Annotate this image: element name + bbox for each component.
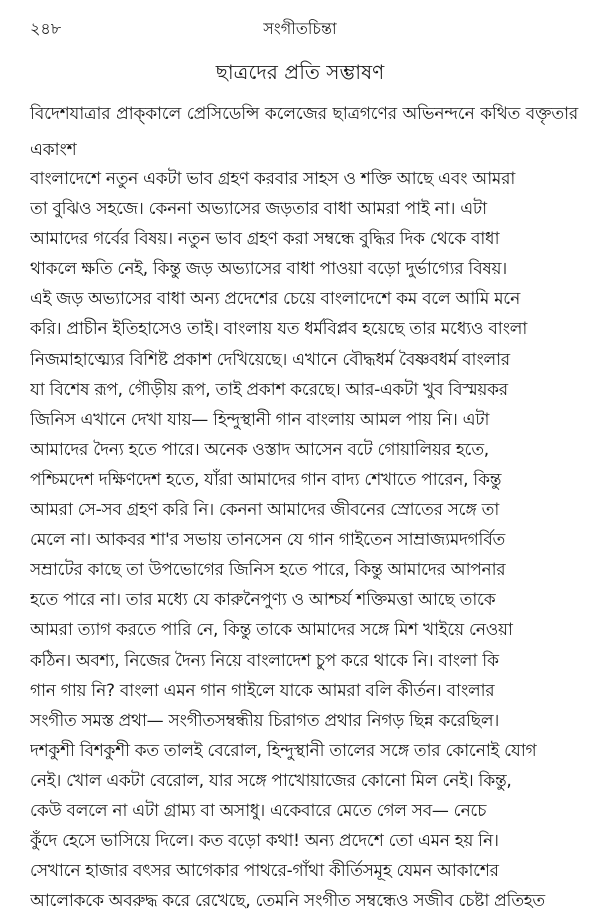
text-line: আমাদের গর্বের বিষয়। নতুন ভাব গ্রহণ করা সম্বন্ধে বুদ্ধির দিক থেকে বাধা bbox=[30, 229, 500, 250]
page-number: ২৪৮ bbox=[30, 19, 62, 38]
text-line: বাংলাদেশে নতুন একটা ভাব গ্রহণ করবার সাহস ও শক্তি আছে এবং আমরা bbox=[30, 169, 516, 189]
text-line: সংগীত সমস্ত প্রথা— সংগীতসম্বন্ধীয় চিরাগত প্রথার নিগড় ছিন্ন করেছিল। bbox=[30, 710, 499, 731]
text-line: যা বিশেষ রূপ, গৌড়ীয় রূপ, তাই প্রকাশ করেছে। আর-একটা খুব বিস্ময়কর bbox=[30, 379, 508, 400]
page-header bbox=[30, 6, 570, 46]
chapter-title: ছাত্রদের প্রতি সম্ভাষণ bbox=[215, 60, 385, 84]
text-line: গান গায় নি? বাংলা এমন গান গাইলে যাকে আমরা বলি কীর্তন। বাংলার bbox=[30, 680, 495, 701]
text-line: মেলে না। আকবর শা'র সভায় তানসেন যে গান গাইতেন সাম্রাজ্যমদগর্বিত bbox=[30, 530, 505, 551]
text-line: করি। প্রাচীন ইতিহাসেও তাই। বাংলায় যত ধর্মবিপ্লব হয়েছে তার মধ্যেও বাংলা bbox=[30, 319, 528, 340]
text-line: এই জড় অভ্যাসের বাধা অন্য প্রদেশের চেয়ে বাংলাদেশে কম বলে আমি মনে bbox=[30, 289, 520, 310]
text-line: নেই। খোল একটা বেরোল, যার সঙ্গে পাখোয়াজের কোনো মিল নেই। কিন্তু, bbox=[30, 770, 512, 791]
text-line: আমরা ত্যাগ করতে পারি নে, কিন্তু তাকে আমাদের সঙ্গে মিশ খাইয়ে নেওয়া bbox=[30, 620, 513, 641]
text-line: থাকলে ক্ষতি নেই, কিন্তু জড় অভ্যাসের বাধা পাওয়া বড়ো দুর্ভাগ্যের বিষয়। bbox=[30, 259, 507, 280]
text-line: আলোককে অবরুদ্ধ করে রেখেছে, তেমনি সংগীত সম্বন্ধেও সজীব চেষ্টা প্রতিহত bbox=[30, 891, 545, 912]
text-line: কুঁদে হেসে ভাসিয়ে দিলে। কত বড়ো কথা! অন্য প্রদেশে তো এমন হয় নি। bbox=[30, 831, 499, 852]
text-line: হতে পারে না। তার মধ্যে যে কারুনৈপুণ্য ও আশ্চর্য শক্তিমত্তা আছে তাকে bbox=[30, 590, 496, 611]
chapter-subtitle: বিদেশযাত্রার প্রাক্‌কালে প্রেসিডেন্সি কলেজের ছাত্রগণের অভিনন্দনে কথিত বক্তৃতার একাংশ bbox=[30, 104, 578, 160]
text-line: কেউ বললে না এটা গ্রাম্য বা অসাধু। একেবারে মেতে গেল সব— নেচে bbox=[30, 800, 487, 821]
text-line: তা বুঝিও সহজে। কেননা অভ্যাসের জড়তার বাধা আমরা পাই না। এটা bbox=[30, 199, 487, 220]
text-line: সেখানে হাজার বৎসর আগেকার পাথরে-গাঁথা কীর্তিসমূহ যেমন আকাশের bbox=[30, 861, 499, 882]
text-line: আমরা সে-সব গ্রহণ করি নি। কেননা আমাদের জীবনের স্রোতের সঙ্গে তা bbox=[30, 500, 499, 521]
text-line: জিনিস এখানে দেখা যায়— হিন্দুস্থানী গান বাংলায় আমল পায় নি। এটা bbox=[30, 409, 490, 430]
running-title: সংগীতচিন্তা bbox=[263, 19, 337, 38]
text-line: নিজমাহাত্ম্যের বিশিষ্ট প্রকাশ দেখিয়েছে। এখানে বৌদ্ধধর্ম বৈষ্ণবধর্ম বাংলার bbox=[30, 349, 510, 370]
text-line: কঠিন। অবশ্য, নিজের দৈন্য নিয়ে বাংলাদেশ চুপ করে থাকে নি। বাংলা কি bbox=[30, 650, 499, 671]
text-line: পশ্চিমদেশ দক্ষিণদেশ হতে, যাঁরা আমাদের গান বাদ্য শেখাতে পারেন, কিন্তু bbox=[30, 469, 502, 490]
text-line: দশকুশী বিশকুশী কত তালই বেরোল, হিন্দুস্থানী তালের সঙ্গে তার কোনোই যোগ bbox=[30, 740, 537, 761]
body-text bbox=[30, 164, 578, 916]
text-line: আমাদের দৈন্য হতে পারে। অনেক ওস্তাদ আসেন বটে গোয়ালিয়র হতে, bbox=[30, 439, 489, 460]
text-line: সম্রাটের কাছে তা উপভোগের জিনিস হতে পারে, কিন্তু আমাদের আপনার bbox=[30, 560, 506, 581]
